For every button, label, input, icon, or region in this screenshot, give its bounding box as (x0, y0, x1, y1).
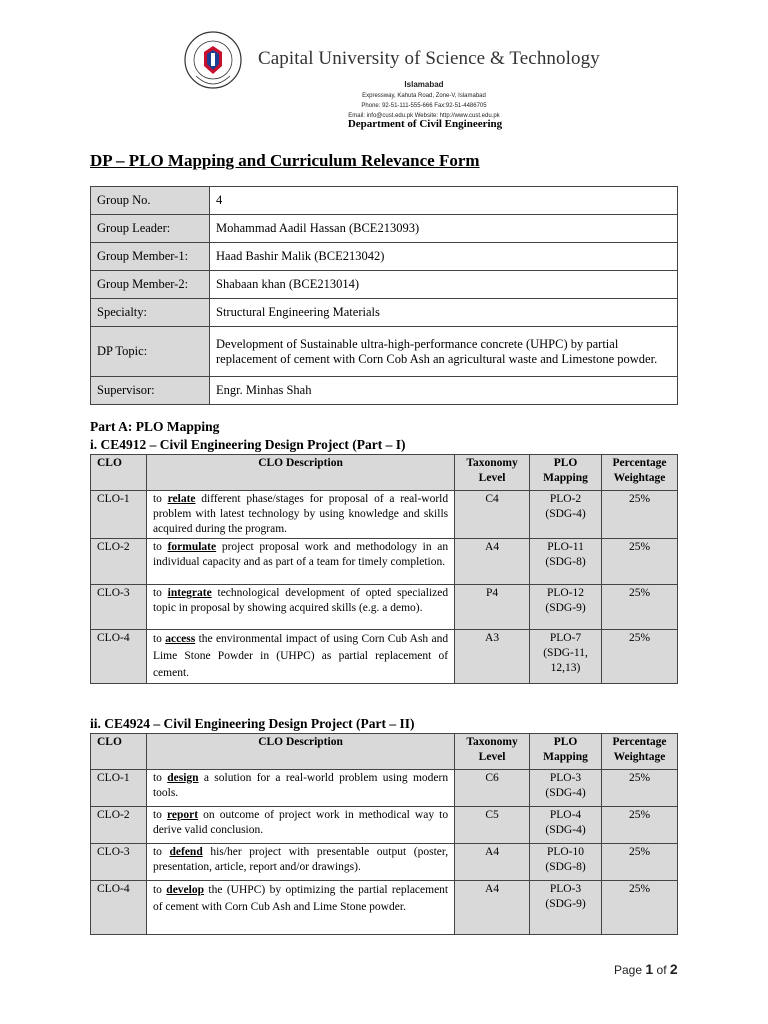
desc-keyword: formulate (167, 541, 217, 553)
percentage: 25% (602, 807, 678, 844)
header-pct: Percentage Weightage (602, 734, 678, 770)
table-row (91, 807, 678, 844)
info-label: DP Topic: (91, 327, 210, 377)
info-label: Supervisor: (91, 377, 210, 405)
clo-description (146, 844, 454, 881)
clo-description (146, 881, 454, 935)
desc-keyword: integrate (167, 587, 212, 599)
table-row (91, 539, 678, 585)
info-value: Development of Sustainable ultra-high-performance concrete (UHPC) by partial replacement of cement with Corn Cob Ash an agricultural waste and Limestone powder. (210, 327, 678, 377)
table-header-row (91, 455, 678, 491)
header-pct: Percentage Weightage (602, 455, 678, 491)
desc-keyword: develop (166, 884, 204, 896)
plo-mapping: PLO-7 (SDG-11, 12,13) (530, 630, 602, 684)
email-line: Email: info@cust.edu.pk Website: http://www.cust.edu.pk (348, 113, 500, 119)
desc-post: technological development of opted specialized topic in proposal by showing acquired skills (e.g. a demo). (152, 587, 449, 614)
taxonomy-level: A3 (455, 630, 530, 684)
desc-pre: to (152, 587, 162, 599)
plo-mapping: PLO-11 (SDG-8) (530, 539, 602, 585)
plo-mapping: PLO-4 (SDG-4) (530, 807, 602, 844)
taxonomy-level: C5 (455, 807, 530, 844)
phone-line: Phone: 92-51-111-555-666 Fax:92-51-4486705 (361, 103, 487, 109)
desc-keyword: report (166, 809, 199, 821)
clo-id: CLO-3 (91, 585, 147, 630)
header-tax: Taxonomy Level (455, 734, 530, 770)
city: Islamabad (404, 80, 444, 89)
university-name: Capital University of Science & Technology (258, 48, 600, 69)
percentage: 25% (602, 844, 678, 881)
info-value: Shabaan khan (BCE213014) (210, 271, 678, 299)
course2-title: ii. CE4924 – Civil Engineering Design Project (Part – II) (90, 716, 415, 731)
header-desc: CLO Description (146, 455, 454, 491)
desc-pre: to (152, 884, 162, 896)
plo-mapping: PLO-3 (SDG-4) (530, 770, 602, 807)
plo-mapping: PLO-2 (SDG-4) (530, 491, 602, 539)
table-row (91, 844, 678, 881)
clo-id: CLO-3 (91, 844, 147, 881)
clo-description (146, 491, 454, 539)
group-info-table (90, 186, 678, 405)
desc-pre: to (152, 772, 162, 784)
clo-table-course2 (90, 733, 678, 935)
header-tax: Taxonomy Level (455, 455, 530, 491)
plo-mapping: PLO-12 (SDG-9) (530, 585, 602, 630)
desc-pre: to (152, 846, 162, 858)
clo-description (146, 630, 454, 684)
desc-post: project proposal work and methodology in an individual capacity and as part of a team for timely completion. (152, 541, 449, 568)
info-row (91, 377, 678, 405)
form-title: DP – PLO Mapping and Curriculum Relevance Form (90, 151, 480, 170)
info-row (91, 327, 678, 377)
table-header-row (91, 734, 678, 770)
taxonomy-level: A4 (455, 844, 530, 881)
info-row (91, 215, 678, 243)
percentage: 25% (602, 881, 678, 935)
page-number: 1 (645, 961, 654, 977)
desc-keyword: relate (167, 493, 196, 505)
taxonomy-level: P4 (455, 585, 530, 630)
info-value: Engr. Minhas Shah (210, 377, 678, 405)
table-row (91, 491, 678, 539)
clo-description (146, 770, 454, 807)
table-row (91, 770, 678, 807)
info-row (91, 271, 678, 299)
header-desc: CLO Description (146, 734, 454, 770)
address-line: Expressway, Kahuta Road, Zone-V, Islamabad (362, 93, 486, 99)
info-label: Group Leader: (91, 215, 210, 243)
table-row (91, 585, 678, 630)
desc-post: the environmental impact of using Corn Cub Ash and Lime Stone Powder in (UHPC) as partial replacement of cement. (152, 633, 449, 679)
desc-pre: to (152, 633, 162, 645)
course1-title: i. CE4912 – Civil Engineering Design Project (Part – I) (90, 437, 406, 452)
info-label: Group Member-1: (91, 243, 210, 271)
page-footer (614, 961, 678, 977)
desc-post: a solution for a real-world problem using modern tools. (152, 772, 449, 799)
header-plo: PLO Mapping (530, 734, 602, 770)
desc-post: his/her project with presentable output (poster, presentation, article, report and/or drawings). (152, 846, 449, 873)
info-value: Structural Engineering Materials (210, 299, 678, 327)
taxonomy-level: C6 (455, 770, 530, 807)
clo-description (146, 539, 454, 585)
clo-id: CLO-1 (91, 491, 147, 539)
of-word: of (656, 963, 667, 977)
page-word: Page (614, 963, 643, 977)
department-name: Department of Civil Engineering (347, 118, 503, 130)
clo-description (146, 585, 454, 630)
clo-description (146, 807, 454, 844)
taxonomy-level: A4 (455, 881, 530, 935)
clo-id: CLO-4 (91, 630, 147, 684)
percentage: 25% (602, 585, 678, 630)
desc-pre: to (152, 809, 162, 821)
percentage: 25% (602, 491, 678, 539)
info-label: Specialty: (91, 299, 210, 327)
desc-keyword: defend (169, 846, 203, 858)
part-a-heading: Part A: PLO Mapping (90, 419, 220, 434)
table-row (91, 630, 678, 684)
header-plo: PLO Mapping (530, 455, 602, 491)
clo-table-course1 (90, 454, 678, 684)
info-label: Group No. (91, 187, 210, 215)
info-value: 4 (210, 187, 678, 215)
desc-keyword: design (167, 772, 199, 784)
info-row (91, 243, 678, 271)
desc-pre: to (152, 541, 162, 553)
desc-keyword: access (165, 633, 196, 645)
plo-mapping: PLO-10 (SDG-8) (530, 844, 602, 881)
table-row (91, 881, 678, 935)
clo-id: CLO-2 (91, 539, 147, 585)
clo-id: CLO-4 (91, 881, 147, 935)
percentage: 25% (602, 539, 678, 585)
header-clo: CLO (91, 455, 147, 491)
info-label: Group Member-2: (91, 271, 210, 299)
desc-pre: to (152, 493, 162, 505)
taxonomy-level: A4 (455, 539, 530, 585)
clo-id: CLO-2 (91, 807, 147, 844)
percentage: 25% (602, 630, 678, 684)
percentage: 25% (602, 770, 678, 807)
clo-id: CLO-1 (91, 770, 147, 807)
desc-post: different phase/stages for proposal of a real-world problem with latest technology by using knowledge and skills acquired during the program. (152, 493, 449, 535)
info-row (91, 187, 678, 215)
desc-post: on outcome of project work in methodical way to derive valid conclusion. (152, 809, 449, 836)
plo-mapping: PLO-3 (SDG-9) (530, 881, 602, 935)
info-value: Mohammad Aadil Hassan (BCE213093) (210, 215, 678, 243)
taxonomy-level: C4 (455, 491, 530, 539)
info-row (91, 299, 678, 327)
address-block (260, 78, 588, 121)
header-clo: CLO (91, 734, 147, 770)
info-value: Haad Bashir Malik (BCE213042) (210, 243, 678, 271)
university-logo-icon (182, 26, 244, 98)
page-total: 2 (669, 961, 678, 977)
desc-post: the (UHPC) by optimizing the partial replacement of cement with Corn Cub Ash and Lime Stone powder. (152, 884, 449, 913)
